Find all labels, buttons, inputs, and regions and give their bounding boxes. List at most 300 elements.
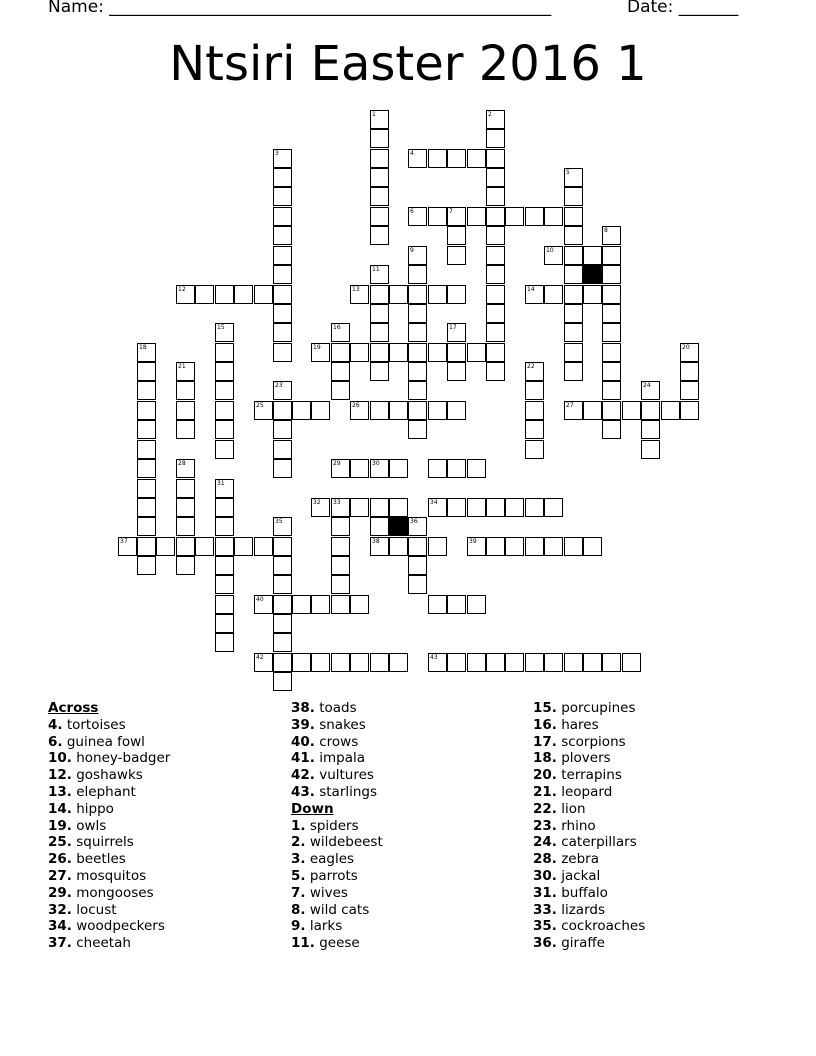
- clue-text: guinea fowl: [66, 733, 145, 750]
- grid-cell[interactable]: [370, 168, 389, 187]
- grid-cell[interactable]: [564, 226, 583, 245]
- grid-cell[interactable]: [408, 285, 427, 304]
- grid-cell[interactable]: [564, 401, 583, 420]
- grid-cell[interactable]: [486, 207, 505, 226]
- grid-cell[interactable]: [486, 246, 505, 265]
- clue-item: [48, 868, 170, 885]
- grid-cell[interactable]: [370, 343, 389, 362]
- grid-cell[interactable]: [311, 653, 330, 672]
- grid-cell[interactable]: [370, 362, 389, 381]
- grid-cell[interactable]: [254, 653, 273, 672]
- grid-cell[interactable]: [273, 304, 292, 323]
- grid-cell[interactable]: [273, 633, 292, 652]
- grid-cell[interactable]: [564, 265, 583, 284]
- grid-cell[interactable]: [137, 459, 156, 478]
- grid-cell[interactable]: [680, 362, 699, 381]
- grid-cell[interactable]: [408, 207, 427, 226]
- grid-cell[interactable]: [273, 285, 292, 304]
- grid-cell[interactable]: [292, 595, 311, 614]
- grid-cell[interactable]: [661, 401, 680, 420]
- grid-cell[interactable]: [525, 207, 544, 226]
- clue-number: 38: [372, 538, 380, 545]
- grid-cell[interactable]: [602, 323, 621, 342]
- grid-cell[interactable]: [176, 517, 195, 536]
- clue-text: mosquitos: [76, 867, 147, 884]
- grid-cell[interactable]: [370, 187, 389, 206]
- clue-item: [291, 834, 383, 851]
- grid-cell[interactable]: [525, 440, 544, 459]
- grid-cell[interactable]: [273, 343, 292, 362]
- grid-cell[interactable]: [350, 401, 369, 420]
- grid-cell[interactable]: [486, 149, 505, 168]
- grid-cell[interactable]: [408, 575, 427, 594]
- grid-cell[interactable]: [408, 265, 427, 284]
- grid-cell[interactable]: [331, 537, 350, 556]
- grid-cell[interactable]: [273, 265, 292, 284]
- grid-cell[interactable]: [137, 401, 156, 420]
- grid-cell[interactable]: [641, 420, 660, 439]
- clue-number: 41.: [291, 750, 315, 767]
- grid-cell[interactable]: [273, 537, 292, 556]
- grid-cell[interactable]: [525, 381, 544, 400]
- grid-cell[interactable]: [564, 653, 583, 672]
- grid-cell[interactable]: [428, 498, 447, 517]
- grid-cell[interactable]: [137, 479, 156, 498]
- grid-cell[interactable]: [564, 207, 583, 226]
- grid-cell[interactable]: [602, 381, 621, 400]
- grid-cell[interactable]: [176, 420, 195, 439]
- clue-item: [533, 818, 645, 835]
- grid-cell[interactable]: [641, 440, 660, 459]
- grid-cell[interactable]: [350, 459, 369, 478]
- grid-cell[interactable]: [486, 226, 505, 245]
- clue-number: 20.: [533, 767, 557, 784]
- grid-cell[interactable]: [583, 401, 602, 420]
- grid-cell[interactable]: [428, 149, 447, 168]
- grid-cell[interactable]: [486, 129, 505, 148]
- grid-cell[interactable]: [311, 343, 330, 362]
- grid-cell[interactable]: [370, 129, 389, 148]
- grid-cell[interactable]: [447, 285, 466, 304]
- grid-cell[interactable]: [486, 537, 505, 556]
- grid-cell[interactable]: [486, 362, 505, 381]
- grid-cell[interactable]: [602, 653, 621, 672]
- grid-cell[interactable]: [486, 285, 505, 304]
- grid-cell[interactable]: [602, 285, 621, 304]
- grid-cell[interactable]: [389, 401, 408, 420]
- grid-cell[interactable]: [389, 459, 408, 478]
- clue-number: 6.: [48, 733, 63, 750]
- grid-cell[interactable]: [254, 401, 273, 420]
- grid-cell[interactable]: [273, 323, 292, 342]
- grid-cell[interactable]: [215, 614, 234, 633]
- clue-number: 35.: [533, 918, 557, 935]
- grid-cell[interactable]: [467, 498, 486, 517]
- grid-cell[interactable]: [467, 343, 486, 362]
- grid-cell[interactable]: [602, 226, 621, 245]
- grid-cell[interactable]: [370, 110, 389, 129]
- grid-cell[interactable]: [428, 653, 447, 672]
- grid-cell[interactable]: [467, 595, 486, 614]
- grid-cell[interactable]: [564, 187, 583, 206]
- grid-cell[interactable]: [564, 537, 583, 556]
- clue-text: snakes: [319, 716, 366, 733]
- grid-cell[interactable]: [350, 285, 369, 304]
- grid-cell[interactable]: [622, 653, 641, 672]
- grid-cell[interactable]: [137, 537, 156, 556]
- grid-cell[interactable]: [350, 595, 369, 614]
- grid-cell[interactable]: [370, 401, 389, 420]
- grid-cell[interactable]: [331, 343, 350, 362]
- grid-cell[interactable]: [137, 440, 156, 459]
- grid-cell[interactable]: [544, 285, 563, 304]
- grid-cell[interactable]: [195, 537, 214, 556]
- clue-number: 39.: [291, 716, 315, 733]
- grid-cell[interactable]: [564, 343, 583, 362]
- grid-cell[interactable]: [505, 653, 524, 672]
- grid-cell[interactable]: [389, 653, 408, 672]
- grid-cell[interactable]: [564, 323, 583, 342]
- grid-cell[interactable]: [486, 343, 505, 362]
- clue-number: 11: [372, 266, 380, 273]
- grid-cell[interactable]: [408, 323, 427, 342]
- grid-cell[interactable]: [583, 246, 602, 265]
- grid-cell[interactable]: [137, 517, 156, 536]
- grid-cell[interactable]: [215, 381, 234, 400]
- grid-cell[interactable]: [292, 653, 311, 672]
- grid-cell[interactable]: [486, 304, 505, 323]
- grid-cell[interactable]: [389, 537, 408, 556]
- grid-cell[interactable]: [544, 653, 563, 672]
- grid-cell[interactable]: [602, 362, 621, 381]
- grid-cell[interactable]: [467, 149, 486, 168]
- grid-cell[interactable]: [505, 498, 524, 517]
- grid-cell[interactable]: [447, 459, 466, 478]
- grid-cell[interactable]: [428, 207, 447, 226]
- grid-cell[interactable]: [176, 362, 195, 381]
- grid-cell[interactable]: [176, 459, 195, 478]
- grid-cell[interactable]: [680, 343, 699, 362]
- grid-cell[interactable]: [273, 517, 292, 536]
- grid-cell[interactable]: [176, 401, 195, 420]
- grid-cell[interactable]: [486, 168, 505, 187]
- grid-cell[interactable]: [215, 343, 234, 362]
- grid-cell[interactable]: [525, 537, 544, 556]
- grid-cell[interactable]: [447, 343, 466, 362]
- grid-cell[interactable]: [331, 556, 350, 575]
- clue-number: 10: [546, 247, 554, 254]
- grid-cell[interactable]: [370, 323, 389, 342]
- grid-cell[interactable]: [350, 498, 369, 517]
- grid-cell[interactable]: [408, 343, 427, 362]
- grid-cell[interactable]: [273, 401, 292, 420]
- grid-cell[interactable]: [370, 265, 389, 284]
- grid-cell[interactable]: [428, 343, 447, 362]
- grid-cell[interactable]: [447, 149, 466, 168]
- clue-number: 19: [313, 344, 321, 351]
- grid-cell[interactable]: [447, 246, 466, 265]
- grid-cell[interactable]: [370, 304, 389, 323]
- grid-cell[interactable]: [273, 653, 292, 672]
- grid-cell[interactable]: [408, 149, 427, 168]
- grid-cell[interactable]: [156, 537, 175, 556]
- grid-cell[interactable]: [467, 207, 486, 226]
- grid-cell[interactable]: [486, 653, 505, 672]
- grid-cell[interactable]: [564, 362, 583, 381]
- clue-number: 28: [178, 460, 186, 467]
- grid-cell[interactable]: [215, 537, 234, 556]
- grid-cell[interactable]: [215, 440, 234, 459]
- grid-cell[interactable]: [176, 381, 195, 400]
- clue-text: leopard: [561, 783, 613, 800]
- clue-number: 42.: [291, 767, 315, 784]
- grid-cell[interactable]: [467, 653, 486, 672]
- grid-cell[interactable]: [602, 343, 621, 362]
- clue-item: [291, 851, 383, 868]
- grid-cell[interactable]: [273, 595, 292, 614]
- grid-cell[interactable]: [525, 401, 544, 420]
- grid-cell[interactable]: [311, 595, 330, 614]
- grid-cell[interactable]: [331, 498, 350, 517]
- grid-cell[interactable]: [370, 459, 389, 478]
- grid-cell[interactable]: [215, 633, 234, 652]
- grid-cell[interactable]: [273, 614, 292, 633]
- grid-cell[interactable]: [428, 595, 447, 614]
- clue-number: 12.: [48, 767, 72, 784]
- grid-cell[interactable]: [273, 226, 292, 245]
- grid-cell[interactable]: [564, 246, 583, 265]
- grid-cell[interactable]: [447, 595, 466, 614]
- grid-cell[interactable]: [137, 420, 156, 439]
- grid-cell[interactable]: [525, 420, 544, 439]
- grid-cell[interactable]: [447, 323, 466, 342]
- grid-cell[interactable]: [428, 459, 447, 478]
- grid-cell[interactable]: [408, 517, 427, 536]
- grid-cell[interactable]: [467, 459, 486, 478]
- grid-cell[interactable]: [331, 381, 350, 400]
- grid-cell[interactable]: [583, 285, 602, 304]
- grid-cell[interactable]: [234, 537, 253, 556]
- grid-cell[interactable]: [137, 362, 156, 381]
- grid-cell[interactable]: [137, 343, 156, 362]
- grid-cell[interactable]: [544, 246, 563, 265]
- clue-number: 30: [372, 460, 380, 467]
- grid-cell[interactable]: [273, 556, 292, 575]
- grid-cell[interactable]: [273, 207, 292, 226]
- grid-cell[interactable]: [273, 459, 292, 478]
- clue-text: squirrels: [76, 834, 134, 851]
- grid-cell[interactable]: [215, 517, 234, 536]
- grid-cell[interactable]: [389, 285, 408, 304]
- clue-number: 43.: [291, 783, 315, 800]
- grid-cell[interactable]: [215, 595, 234, 614]
- grid-cell[interactable]: [215, 498, 234, 517]
- grid-cell[interactable]: [370, 149, 389, 168]
- clue-item: [533, 851, 645, 868]
- grid-cell[interactable]: [408, 362, 427, 381]
- grid-cell[interactable]: [602, 246, 621, 265]
- grid-cell[interactable]: [370, 517, 389, 536]
- clue-number: 23: [275, 382, 283, 389]
- grid-cell[interactable]: [273, 246, 292, 265]
- grid-cell[interactable]: [176, 285, 195, 304]
- grid-cell[interactable]: [350, 653, 369, 672]
- grid-cell[interactable]: [331, 575, 350, 594]
- grid-cell[interactable]: [215, 479, 234, 498]
- grid-cell[interactable]: [370, 653, 389, 672]
- grid-cell[interactable]: [389, 343, 408, 362]
- clue-number: 36.: [533, 935, 557, 952]
- grid-cell[interactable]: [215, 420, 234, 439]
- grid-cell[interactable]: [215, 323, 234, 342]
- grid-cell[interactable]: [408, 304, 427, 323]
- grid-cell[interactable]: [505, 537, 524, 556]
- grid-cell[interactable]: [292, 401, 311, 420]
- grid-cell[interactable]: [234, 285, 253, 304]
- clue-number: 4.: [48, 716, 63, 733]
- grid-cell[interactable]: [389, 498, 408, 517]
- grid-cell[interactable]: [525, 285, 544, 304]
- grid-cell[interactable]: [273, 187, 292, 206]
- grid-cell[interactable]: [273, 381, 292, 400]
- grid-cell[interactable]: [680, 401, 699, 420]
- clue-number: 14: [527, 286, 535, 293]
- grid-cell[interactable]: [486, 323, 505, 342]
- grid-cell[interactable]: [254, 285, 273, 304]
- grid-cell[interactable]: [370, 226, 389, 245]
- grid-cell[interactable]: [118, 537, 137, 556]
- grid-cell[interactable]: [680, 381, 699, 400]
- grid-cell[interactable]: [176, 479, 195, 498]
- grid-cell[interactable]: [641, 381, 660, 400]
- grid-cell[interactable]: [447, 226, 466, 245]
- grid-cell[interactable]: [215, 285, 234, 304]
- grid-cell[interactable]: [408, 401, 427, 420]
- grid-cell[interactable]: [447, 498, 466, 517]
- grid-cell[interactable]: [311, 401, 330, 420]
- page-title: Ntsiri Easter 2016 1: [169, 36, 647, 92]
- grid-cell[interactable]: [641, 401, 660, 420]
- grid-cell[interactable]: [525, 362, 544, 381]
- grid-cell[interactable]: [622, 401, 641, 420]
- clue-item: [291, 767, 383, 784]
- grid-cell[interactable]: [486, 498, 505, 517]
- clue-number: 27: [566, 402, 574, 409]
- grid-cell[interactable]: [137, 498, 156, 517]
- grid-cell[interactable]: [137, 381, 156, 400]
- grid-cell[interactable]: [408, 246, 427, 265]
- grid-cell[interactable]: [331, 517, 350, 536]
- grid-cell[interactable]: [273, 440, 292, 459]
- clue-number: 17: [449, 324, 457, 331]
- grid-cell[interactable]: [370, 285, 389, 304]
- grid-cell[interactable]: [486, 265, 505, 284]
- grid-cell[interactable]: [525, 653, 544, 672]
- grid-cell[interactable]: [273, 575, 292, 594]
- grid-cell[interactable]: [602, 265, 621, 284]
- grid-cell[interactable]: [447, 207, 466, 226]
- grid-cell[interactable]: [254, 595, 273, 614]
- clue-number: 1: [372, 111, 376, 118]
- grid-cell[interactable]: [544, 537, 563, 556]
- grid-cell[interactable]: [273, 672, 292, 691]
- grid-cell[interactable]: [176, 537, 195, 556]
- grid-cell[interactable]: [447, 401, 466, 420]
- grid-cell[interactable]: [428, 285, 447, 304]
- grid-cell[interactable]: [176, 556, 195, 575]
- grid-cell[interactable]: [447, 362, 466, 381]
- grid-cell[interactable]: [331, 362, 350, 381]
- grid-cell[interactable]: [273, 149, 292, 168]
- grid-cell[interactable]: [505, 207, 524, 226]
- grid-cell[interactable]: [350, 343, 369, 362]
- clue-number: 34: [430, 499, 438, 506]
- grid-cell[interactable]: [408, 556, 427, 575]
- grid-cell[interactable]: [137, 556, 156, 575]
- grid-cell[interactable]: [408, 381, 427, 400]
- clue-number: 36: [410, 518, 418, 525]
- grid-cell[interactable]: [602, 304, 621, 323]
- grid-cell[interactable]: [370, 207, 389, 226]
- grid-cell[interactable]: [331, 323, 350, 342]
- grid-cell[interactable]: [408, 537, 427, 556]
- grid-cell[interactable]: [331, 459, 350, 478]
- grid-cell[interactable]: [428, 537, 447, 556]
- clue-number: 5.: [291, 867, 306, 884]
- grid-cell[interactable]: [215, 401, 234, 420]
- grid-cell[interactable]: [215, 362, 234, 381]
- grid-cell[interactable]: [486, 187, 505, 206]
- grid-cell[interactable]: [215, 556, 234, 575]
- grid-cell[interactable]: [486, 110, 505, 129]
- grid-cell[interactable]: [583, 537, 602, 556]
- across-heading: Across: [48, 700, 99, 716]
- grid-cell[interactable]: [525, 498, 544, 517]
- grid-cell[interactable]: [331, 653, 350, 672]
- grid-cell[interactable]: [602, 420, 621, 439]
- grid-cell[interactable]: [428, 401, 447, 420]
- grid-cell[interactable]: [544, 207, 563, 226]
- grid-cell[interactable]: [273, 168, 292, 187]
- grid-cell[interactable]: [254, 537, 273, 556]
- grid-cell[interactable]: [447, 653, 466, 672]
- clue-number: 7: [449, 208, 453, 215]
- grid-cell[interactable]: [176, 498, 195, 517]
- clue-text: wild cats: [309, 901, 370, 918]
- grid-cell[interactable]: [564, 285, 583, 304]
- grid-cell[interactable]: [408, 420, 427, 439]
- clue-text: wildebeest: [309, 834, 383, 851]
- grid-cell[interactable]: [370, 498, 389, 517]
- clue-number: 43: [430, 654, 438, 661]
- grid-cell[interactable]: [544, 498, 563, 517]
- grid-cell[interactable]: [602, 401, 621, 420]
- grid-cell[interactable]: [564, 304, 583, 323]
- grid-cell[interactable]: [331, 595, 350, 614]
- grid-cell[interactable]: [370, 537, 389, 556]
- blocked-cell: [583, 265, 602, 284]
- grid-cell[interactable]: [311, 498, 330, 517]
- grid-cell[interactable]: [215, 575, 234, 594]
- clue-number: 23.: [533, 817, 557, 834]
- clue-text: porcupines: [561, 700, 636, 716]
- grid-cell[interactable]: [195, 285, 214, 304]
- grid-cell[interactable]: [273, 420, 292, 439]
- clue-number: 40.: [291, 733, 315, 750]
- grid-cell[interactable]: [564, 168, 583, 187]
- grid-cell[interactable]: [583, 653, 602, 672]
- grid-cell[interactable]: [467, 537, 486, 556]
